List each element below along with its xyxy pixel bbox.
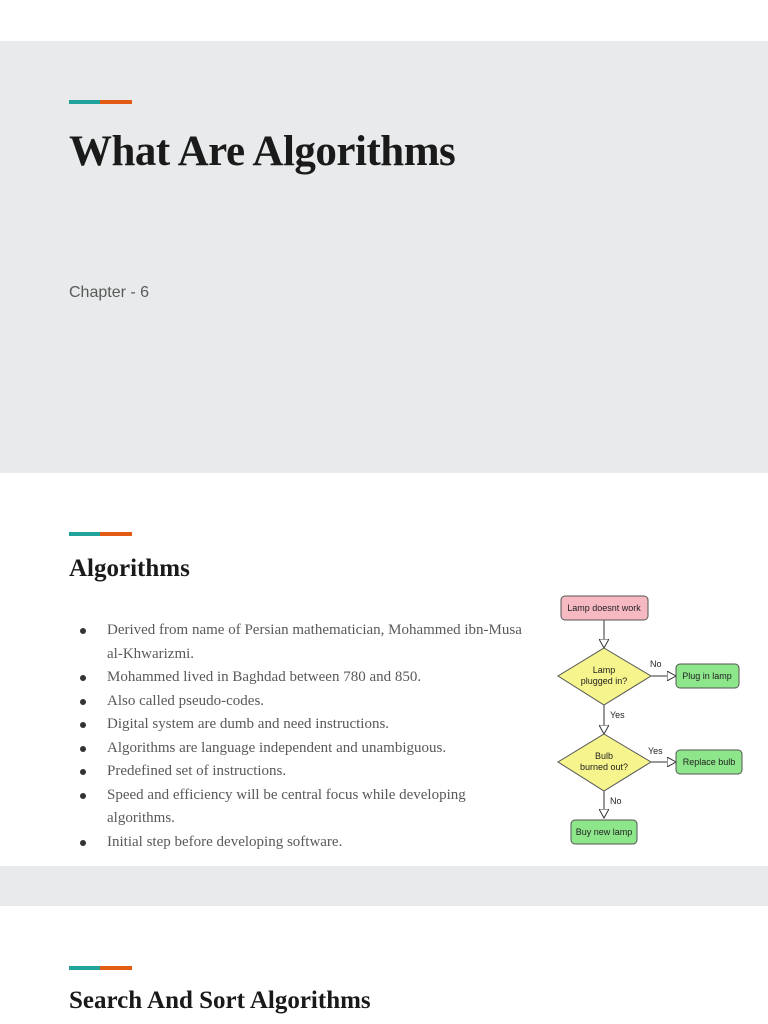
slide-title: What Are Algorithms [69,128,456,175]
slide-subtitle: Chapter - 6 [69,284,150,301]
bullet-icon [80,722,86,728]
bullet-item: Algorithms are language independent and unambiguous. [80,737,530,761]
bullet-item: Also called pseudo-codes. [80,690,530,714]
accent-bar [69,100,132,104]
bullet-item: Digital system are dumb and need instructions. [80,713,530,737]
bullet-icon [80,675,86,681]
bullet-item: Initial step before developing software. [80,831,530,855]
lamp-flowchart [555,593,745,848]
bullet-item: Mohammed lived in Baghdad between 780 and 850. [80,666,530,690]
bullet-icon [80,699,86,705]
accent-bar [69,532,132,536]
action-label: Replace bulb [682,757,736,767]
title-slide [0,41,768,473]
bullet-icon [80,628,86,634]
bullet-icon [80,769,86,775]
bullet-item: Speed and efficiency will be central focus while developing algorithms. [80,784,530,831]
action-label: Plug in lamp [682,671,732,681]
end-label: Buy new lamp [575,827,633,837]
accent-bar [69,966,132,970]
bullet-item: Predefined set of instructions. [80,760,530,784]
slide-separator [0,866,768,906]
bullet-icon [80,840,86,846]
decision-label: Lamp [592,665,616,675]
bullet-list [80,619,530,854]
decision-label: Bulb [594,751,614,761]
search-sort-slide [0,906,768,1024]
branch-label: Yes [648,746,663,756]
bullet-icon [80,793,86,799]
decision-label: plugged in? [580,676,628,686]
bullet-icon [80,746,86,752]
slide-heading: Search And Sort Algorithms [69,987,371,1014]
slide-heading: Algorithms [69,555,190,582]
branch-label: No [650,659,662,669]
bullet-item: Derived from name of Persian mathematician, Mohammed ibn-Musa al-Khwarizmi. [80,619,530,666]
decision-label: burned out? [579,762,629,772]
branch-label: Yes [610,710,625,720]
algorithms-slide [0,473,768,866]
start-label: Lamp doesnt work [567,603,641,613]
branch-label: No [610,796,622,806]
